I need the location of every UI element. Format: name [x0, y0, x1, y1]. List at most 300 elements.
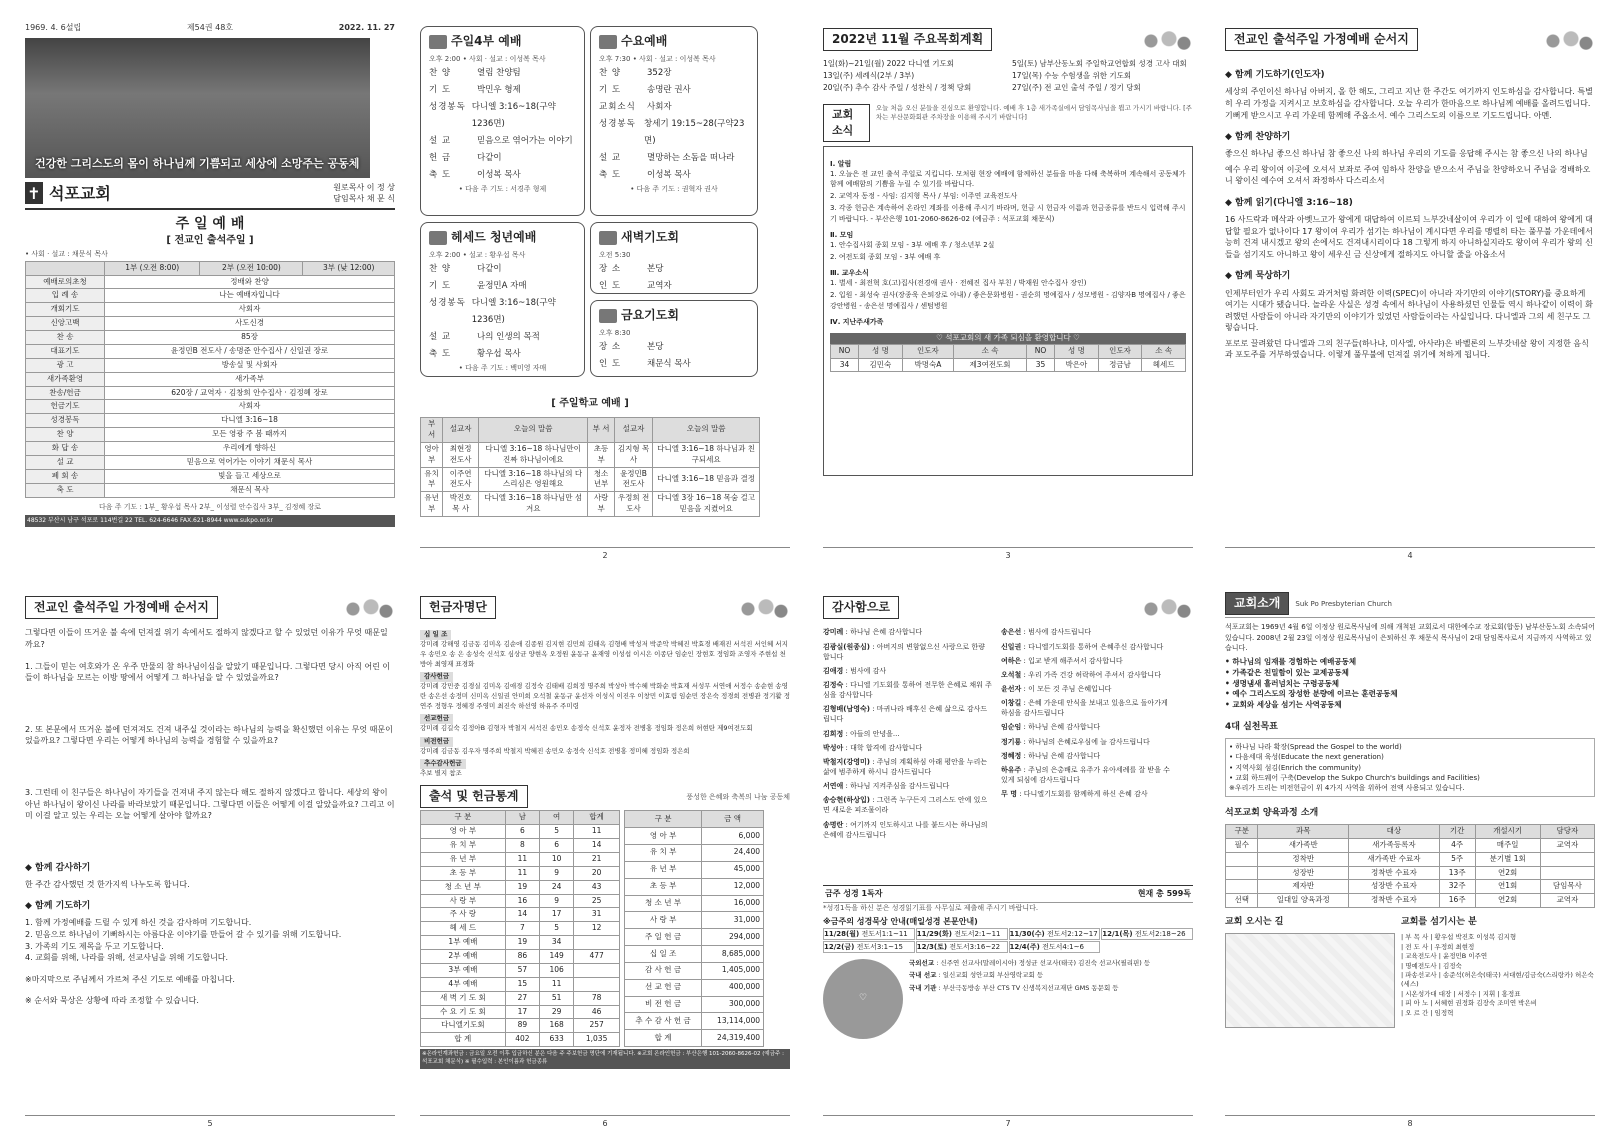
reading-passage: 전도서2:12~17 [1046, 929, 1098, 938]
offering-row [625, 912, 764, 929]
course-cell: 연1회 [1475, 880, 1540, 894]
offering-cell: 선 교 헌 금 [625, 979, 702, 996]
thanks-name: 하유주 [1001, 765, 1022, 774]
attendance-cell: 6 [539, 839, 573, 853]
worship-row [26, 428, 395, 442]
plan-item: 17일(목) 수능 수험생을 위한 기도회 [1012, 71, 1132, 81]
row-label: 설 교 [26, 455, 105, 469]
thanks-text: 그런즉 누구든지 그리스도 안에 있으면 새로운 피조물이라 [823, 796, 988, 815]
fourth-service-box [420, 26, 585, 216]
attendance-cell: 11 [539, 977, 573, 991]
praise-lyrics-1: 좋으신 하나님 좋으신 하나님 참 좋으신 나의 하나님 우리의 기도를 응답해 주시는 참 좋으신 나의 하나님 [1225, 149, 1588, 159]
thanks-name: 정기룡 [1001, 737, 1022, 746]
course-cell: 정착반 수료자 [1349, 894, 1440, 908]
service-title: 주 일 예 배 [175, 215, 245, 232]
thanks-text: 범사에 감사드립니다 [1028, 628, 1092, 637]
order-label: 설 교 [599, 152, 622, 163]
news-item: 2. 여전도회 종회 모임 - 3부 예배 후 [830, 253, 941, 262]
thanks-text: 주님의 계획하심 아래 평안을 누리는 삶에 범주하게 하시니 감사드립니다 [823, 757, 988, 776]
course-cell: 제자반 [1258, 880, 1349, 894]
course-cell: 새가족등록자 [1349, 838, 1440, 852]
row-label: 개회기도 [26, 303, 105, 317]
service-time: 오후 2:00 [429, 251, 461, 260]
service-time: 오후 2:00 [429, 55, 461, 64]
goal-item: • 하나님 나라 확장(Spread the Gospel to the world) [1229, 743, 1402, 752]
order-value: 멸망하는 소돔을 떠나라 [647, 152, 735, 163]
order-row [429, 329, 576, 346]
reading-date: 11/28(월) [824, 929, 860, 938]
mission-row: 국외선교 : 신주연 선교사(말레이시아) 정성균 선교사(태국) 김진숙 선교사(필리핀) 등 [909, 959, 1151, 967]
attendance-row [421, 991, 620, 1005]
church-value: • 가족같은 친밀함이 있는 교제공동체 [1225, 667, 1349, 677]
goals-title: 4대 실천목표 [1225, 722, 1278, 733]
church-name: 석포교회 [49, 183, 111, 203]
box-title-text: 헤세드 청년예배 [451, 230, 537, 244]
reading-item [916, 941, 1008, 953]
attendance-row [421, 825, 620, 839]
order-label: 기 도 [599, 84, 622, 95]
bulletin-page-6 [420, 590, 790, 1130]
order-label: 기 도 [429, 280, 452, 291]
thanks-text: 하나님 은혜 감사합니다 [1028, 751, 1101, 760]
attendance-cell: 6 [505, 825, 539, 839]
school-cell: 다니엘 3장 16~18 목숨 걸고 믿음을 지켰어요 [653, 492, 760, 517]
reading-date: 12/4(주) [1009, 942, 1040, 951]
course-header: 담당자 [1540, 824, 1594, 838]
box-title-text: 금요기도회 [621, 308, 679, 322]
school-cell: 유년부 [421, 492, 443, 517]
course-cell: 성장반 [1258, 866, 1349, 880]
order-label: 축 도 [599, 169, 622, 180]
new-family-cell: 헤세드 [1142, 358, 1186, 372]
attendance-cell: 24 [539, 880, 573, 894]
thanks-name: 김광실(원종심) [823, 642, 870, 651]
attendance-header: 남 [505, 811, 539, 825]
offering-cell: 유 년 부 [625, 861, 702, 878]
service-leader: • 사회 · 설교 : 이성복 목사 [632, 55, 716, 64]
course-title: 석포교회 양육과정 소개 [1225, 807, 1319, 818]
flower-decoration-icon [1133, 598, 1193, 620]
flower-decoration-icon [335, 598, 395, 620]
thanks-name: 송은선 [1001, 628, 1022, 637]
row-value: 채문식 목사 [105, 483, 395, 497]
row-value: 사회자 [105, 303, 395, 317]
box-title-text: 수요예배 [621, 34, 668, 48]
col-scripture-2: 오늘의 말씀 [653, 418, 760, 443]
attendance-row [421, 1033, 620, 1047]
order-label: 찬 양 [429, 67, 452, 78]
thanks-entry: 임순임 : 하나님 은혜 감사합니다 [1001, 723, 1101, 732]
box-title [599, 307, 749, 324]
box-title [599, 33, 749, 50]
worship-row [26, 400, 395, 414]
row-label: 대표기도 [26, 344, 105, 358]
sunday-school-table [420, 417, 760, 517]
offering-cell: 영 아 부 [625, 828, 702, 845]
order-label: 성경봉독 [429, 101, 466, 112]
thanks-name: 무 명 [1001, 790, 1017, 799]
offering-row [625, 1013, 764, 1030]
row-value: 우리에게 향하신 [105, 442, 395, 456]
worship-row [26, 372, 395, 386]
order-value: 열림 찬양팀 [477, 67, 521, 78]
attendance-cell: 주 사 랑 [421, 908, 506, 922]
attendance-header: 여 [539, 811, 573, 825]
attendance-cell: 16 [505, 894, 539, 908]
stats-subtitle: 풍성한 은혜와 축복의 나눔 공동체 [686, 792, 790, 801]
reading-passage: 전도서2:18~26 [1134, 929, 1186, 938]
reading-plan-title: ※금주의 성경묵상 안내(매일성경 본문안내) [823, 917, 978, 927]
attendance-cell: 7 [505, 922, 539, 936]
offering-header: 구 분 [625, 811, 702, 828]
course-row [1226, 838, 1595, 852]
praise-heading: ◆ 함께 찬양하기 [1225, 132, 1291, 143]
order-value: 사회자 [647, 101, 672, 112]
row-label: 찬 송 [26, 331, 105, 345]
closing-note: ※마지막으로 주님께서 가르쳐 주신 기도로 예배를 마칩니다. [25, 974, 235, 984]
bulletin-page-4 [1225, 22, 1595, 562]
course-cell: 교역자 [1540, 894, 1594, 908]
attendance-cell: 5 [539, 825, 573, 839]
new-family-header: NO [1026, 344, 1054, 358]
attendance-row [421, 963, 620, 977]
thanks-name: 이창길 [1001, 699, 1022, 708]
established-date: 1969. 4. 6설립 [25, 23, 82, 32]
reading-item [1009, 928, 1101, 940]
praying-hands-icon [429, 231, 447, 245]
thanks-text: 마귀나라 배후신 은혜 삶으로 감사드립니다 [823, 705, 988, 724]
attendance-cell: 89 [505, 1019, 539, 1033]
stats-title: 출석 및 헌금통계 [420, 785, 528, 808]
thanks-entry: 김희정 : 아들의 안녕을... [823, 729, 900, 738]
row-label: 광 고 [26, 358, 105, 372]
thanks-name: 서연애 [823, 782, 844, 791]
order-value: 본당 [647, 263, 664, 274]
mission-type: 국내 선교 [909, 971, 937, 980]
thanks-name: 정혜정 [1001, 751, 1022, 760]
news-item: 2. 입원 - 최성숙 권사(장종욱 은퇴장로 아내) / 좋은문화병원 - 권순희 명예집사 / 성모병원 - 김양자B 명예집사 / 좋은강안병원 - 송은선 명예집사 / 센텀병원 [830, 291, 1186, 310]
thanks-entry: 하유주 : 주님의 은총배로 유주가 유아세례를 잘 받을 수 있게 되심에 감사드립니다 [1001, 765, 1170, 784]
offering-row [625, 828, 764, 845]
school-cell: 다니엘 3:16~18 하나님과 친구되세요 [653, 442, 760, 467]
row-label: 새가족환영 [26, 372, 105, 386]
order-label: 축 도 [429, 169, 452, 180]
attendance-cell: 78 [574, 991, 620, 1005]
order-value: 교역자 [647, 280, 672, 291]
offering-category: 추수감사헌금 [420, 759, 466, 769]
order-value: 윤정민A 자매 [477, 280, 527, 291]
news-box [823, 146, 1193, 476]
flower-decoration-icon [1535, 30, 1595, 52]
order-row [599, 278, 749, 295]
attendance-row [421, 866, 620, 880]
new-family-cell: 김민숙 [859, 358, 903, 372]
new-family-cell: 35 [1026, 358, 1054, 372]
meditation-1: 인제부터인가 우리 사회도 과거처럼 화려한 이력(SPEC)이 아니라 자기만의 이야기(STORY)를 중요하게 여기는 시대가 됐습니다. 놀라운 사실은 성경 속에서 하나님이 사용하셨던 인물들 역시 하나같이 이력이 화려했던 사람들이 아니라 자기만의 이야기가 있었던 사람들이라는 사실입니다. 다니엘과 그의 세 친구도 그렇습니다. [1225, 288, 1593, 333]
page-number: 6 [420, 1115, 790, 1130]
cross-logo-icon: ✝ [25, 182, 43, 204]
offering-names: 강미례 강민중 김경실 김미옥 김애경 김정숙 김태배 김희정 명주희 박상아 박수혜 박화순 박효재 서성무 서연애 서정수 송순현 송영란 송은선 송정미 신미옥 신일권 안미희 오석철 윤동규 윤선자 이성식 이진우 이창민 이효림 임순민 장은숙 정경희 전병관 정기활 정연주 정형우 정혜경 주영미 최진숙 하선영 하유주 주미령 [420, 682, 790, 710]
box-title-text: 주일4부 예배 [451, 34, 522, 48]
order-value: 창세기 19:15~28(구약23면) [644, 118, 745, 146]
thanks-text: 입교 받게 해주셔서 감사합니다 [1028, 656, 1123, 665]
order-row [429, 133, 576, 150]
offering-names: 추보 별지 참조 [420, 769, 462, 778]
staff-item: | 오 르 간 | 임정혁 [1401, 1008, 1454, 1017]
attendance-row [421, 880, 620, 894]
new-family-header: 인도자 [902, 344, 953, 358]
attendance-cell: 14 [505, 908, 539, 922]
row-value: 다니엘 3:16~18 [105, 414, 395, 428]
staff-item: | 명예전도사 | 김정숙 [1401, 961, 1462, 970]
attendance-cell: 25 [574, 894, 620, 908]
attendance-cell: 57 [505, 963, 539, 977]
col-preacher: 설교자 [443, 418, 479, 443]
offering-row [625, 1030, 764, 1047]
course-header: 대상 [1349, 824, 1440, 838]
thanks-name: 임순임 [1001, 723, 1022, 732]
offering-cell: 추 수 감 사 헌 금 [625, 1013, 702, 1030]
offering-cell: 13,114,000 [702, 1013, 764, 1030]
order-value: 나의 인생의 목적 [477, 331, 540, 342]
thanks-text: 범사에 감사 [850, 666, 887, 675]
issue-number: 제54권 48호 [186, 23, 234, 32]
church-value: • 하나님의 임재를 경험하는 예배공동체 [1225, 656, 1357, 666]
offering-cell: 294,000 [702, 929, 764, 946]
row-label: 화 답 송 [26, 442, 105, 456]
attendance-cell: 초 등 부 [421, 866, 506, 880]
thanks-text: 하나님 은혜 감사합니다 [850, 628, 923, 637]
offering-cell: 400,000 [702, 979, 764, 996]
thanks-text: 대학 합격에 감사합니다 [850, 743, 923, 752]
offering-cell: 45,000 [702, 861, 764, 878]
attendance-header: 구 분 [421, 811, 506, 825]
course-cell: 담임목사 [1540, 880, 1594, 894]
offering-cell: 1,405,000 [702, 962, 764, 979]
attendance-cell: 21 [574, 852, 620, 866]
reading-date: 11/30(수) [1009, 929, 1045, 938]
attendance-cell: 51 [539, 991, 573, 1005]
thanks-text: 한 주간 감사했던 것 한가지씩 나누도록 합니다. [25, 879, 190, 889]
thanks-name: 여하은 [1001, 656, 1022, 665]
order-row [599, 150, 749, 167]
congregation-photo [25, 38, 370, 178]
bulletin-page-8 [1225, 590, 1595, 1130]
school-row [421, 492, 760, 517]
service-meta [429, 250, 576, 260]
row-value: 모든 영광 주 봄 때까지 [105, 428, 395, 442]
attendance-cell: 19 [505, 936, 539, 950]
offering-cell: 십 일 조 [625, 946, 702, 963]
order-label: 성경봉독 [429, 297, 466, 308]
order-row [429, 261, 576, 278]
thanks-name: 김정숙 [823, 680, 844, 689]
attendance-cell: 43 [574, 880, 620, 894]
order-row [429, 150, 576, 167]
order-value: 황우섭 목사 [477, 348, 521, 359]
order-row [599, 99, 749, 116]
thanks-name: 신일권 [1001, 642, 1022, 651]
box-title [599, 229, 749, 246]
col-scripture: 오늘의 말씀 [479, 418, 588, 443]
question-2: 2. 또 본문에서 뜨거운 불에 던져져도 건져 내주실 것이라는 하나님의 능력을 확신했던 이유는 무엇 때문이었을까요? 그렇다면 우리는 어떻게 하나님의 능력을 경험할 수 있을까요? [25, 724, 393, 746]
order-label: 성경봉독 [599, 118, 636, 129]
church-intro: 석포교회는 1969년 4월 6일 이정상 원로목사님에 의해 개척된 교회로서 대한예수교 장로회(합동) 남부산동노회 소속되어 있습니다. 2008년 2월 23일 이정상 원로목사님이 은퇴하신 후 채문식 목사님이 2대 담임목사로서 지금까지 사역하고 있습니다. [1225, 623, 1595, 652]
mission-row: 국내 선교 : 일신교회 성안교회 부산영락교회 등 [909, 971, 1044, 980]
school-cell: 다니엘 3:16~18 믿음과 결정 [653, 467, 760, 492]
attendance-row [421, 852, 620, 866]
page-number: 5 [25, 1115, 395, 1130]
order-label: 인 도 [599, 280, 622, 291]
attendance-cell: 다니엘기도회 [421, 1019, 506, 1033]
order-value: 다같이 [477, 152, 502, 163]
bible-reading-note: *성경1독을 하신 분은 성경읽기표를 사무실로 제출해 주시기 바랍니다. [823, 903, 1039, 912]
course-cell: 13주 [1439, 866, 1475, 880]
thanks-entry: 송승현(하상입) : 그런즉 누구든지 그리스도 안에 있으면 새로운 피조물이라 [823, 796, 988, 815]
row-value: 85장 [105, 331, 395, 345]
offering-cell: 31,000 [702, 912, 764, 929]
attendance-header: 합계 [574, 811, 620, 825]
page-number: 8 [1225, 1115, 1595, 1130]
attendance-cell [574, 977, 620, 991]
staff-item: | 피 아 노 | 서혜현 권정화 김장숙 조미연 박은비 [1401, 999, 1537, 1008]
attendance-cell: 149 [539, 950, 573, 964]
praise-lyrics-2: 예수 우리 왕이여 이곳에 오셔서 보좌로 주여 임하사 찬양을 받으소서 주님을 찬양하오니 주님을 경배하오니 왕이신 예수여 오셔서 좌정하사 다스리소서 [1225, 164, 1591, 186]
offering-header: 금 액 [702, 811, 764, 828]
attendance-cell: 106 [539, 963, 573, 977]
reading-item [823, 928, 915, 940]
course-cell: 5주 [1439, 852, 1475, 866]
new-family-header: 소 속 [954, 344, 1027, 358]
thanks-entry: 서연애 : 하나님 지켜주심을 감사드립니다 [823, 782, 950, 791]
goal-item: • 다음세대 육성(Educate the next generation) [1229, 753, 1384, 762]
row-value: 사도신경 [105, 317, 395, 331]
row-value: 정배와 찬양 [105, 275, 395, 289]
new-family-table [830, 344, 1186, 373]
mission-row: 국내 기관 : 부산극동방송 부산 CTS TV 신생복지선교재단 GMS 동문회 등 [909, 983, 1119, 992]
order-label: 설 교 [429, 331, 452, 342]
offering-cell: 24,319,400 [702, 1030, 764, 1047]
thanks-entry: 윤선자 : 이 모든 것 주님 은혜입니다 [1001, 684, 1112, 693]
mission-support-icon: ♡ [823, 959, 903, 1039]
order-row [429, 346, 576, 363]
attendance-cell: 영 아 부 [421, 825, 506, 839]
school-cell: 유치부 [421, 467, 443, 492]
new-family-header: 성 명 [859, 344, 903, 358]
worship-row [26, 455, 395, 469]
attendance-cell [574, 936, 620, 950]
page-number: 4 [1225, 547, 1595, 562]
order-value: 다니엘 3:16~18(구약1236면) [471, 101, 556, 129]
attendance-cell: 10 [539, 852, 573, 866]
attendance-cell: 402 [505, 1033, 539, 1047]
prayer-item: 2. 믿음으로 하나님이 기뻐하시는 아름다운 이야기를 만들어 갈 수 있기를 위해 기도합니다. [25, 930, 342, 940]
offering-row [625, 962, 764, 979]
friday-prayer-box [590, 300, 758, 377]
school-cell: 박진호 목 사 [443, 492, 479, 517]
school-cell: 이주연 전도사 [443, 467, 479, 492]
reading-passage: 전도서1:1~11 [861, 929, 908, 938]
course-cell: 교역자 [1540, 838, 1594, 852]
new-family-cell: 박은아 [1055, 358, 1099, 372]
school-cell: 윤정민B 전도사 [614, 467, 653, 492]
next-prayer: • 다음 주 기도 : 백미영 자매 [458, 363, 547, 372]
course-row [1226, 852, 1595, 866]
course-cell: 선택 [1226, 894, 1258, 908]
attendance-row [421, 1005, 620, 1019]
attendance-cell: 31 [574, 908, 620, 922]
course-cell: 분기별 1회 [1475, 852, 1540, 866]
directions-title: 교회 오시는 길 [1225, 917, 1284, 928]
row-value: 사회자 [105, 400, 395, 414]
course-header: 기간 [1439, 824, 1475, 838]
order-row [599, 167, 749, 184]
attendance-cell: 헤 세 드 [421, 922, 506, 936]
service-1: 1부 (오전 8:00) [105, 261, 200, 275]
thanks-text: 은혜 가운데 안식을 보내고 있음으로 돌아가게 하심을 감사드립니다 [1001, 699, 1168, 718]
order-value: 믿음으로 엮어가는 이야기 [477, 135, 573, 146]
row-label: 축 도 [26, 483, 105, 497]
church-value: • 교회와 세상을 섬기는 사역공동체 [1225, 700, 1342, 710]
mission-type: 국내 기관 [909, 983, 937, 992]
worship-order-table [25, 261, 395, 498]
thanks-entry: 김애경 : 범사에 감사 [823, 666, 887, 675]
order-label: 인 도 [599, 358, 622, 369]
attendance-cell: 11 [505, 866, 539, 880]
news-item: 1. 별세 - 최전혁 호(고)집사(전경애 권사 · 전혜진 집사 부친 / 박재원 안수집사 장인) [830, 279, 1087, 288]
attendance-cell: 수 요 기 도 회 [421, 1005, 506, 1019]
attendance-row [421, 894, 620, 908]
course-cell [1226, 866, 1258, 880]
course-cell: 32주 [1439, 880, 1475, 894]
school-cell: 다니엘 3:16~18 하나님만이 진짜 하나님이에요 [479, 442, 588, 467]
order-value: 다같이 [477, 263, 502, 274]
attendance-cell: 1부 예배 [421, 936, 506, 950]
school-cell: 초등부 [588, 442, 614, 467]
service-time: 오후 8:30 [599, 329, 631, 338]
attendance-row [421, 1019, 620, 1033]
attendance-table [420, 810, 620, 1047]
offering-category: 비전헌금 [420, 737, 453, 747]
offering-names: 강미례 김길숙 김정아B 김형자 박철지 서석진 송민오 송정숙 신석호 윤정자 전병홍 정임화 정은희 허현탄 제9여전도회 [420, 724, 753, 733]
attendance-cell: 1,035 [574, 1033, 620, 1047]
order-label: 장 소 [599, 263, 622, 274]
church-slogan: 건강한 그리스도의 몸이 하나님께 기쁨되고 세상에 소망주는 공동체 [35, 156, 360, 170]
bulletin-date: 2022. 11. 27 [338, 23, 395, 32]
prayer-item: 3. 가족의 기도 제목을 두고 기도합니다. [25, 941, 164, 951]
question-3: 3. 그런데 이 친구들은 하나님이 자기들을 건져내 주지 않는다 해도 절하지 않겠다고 합니다. 세상의 왕이 아닌 하나님이 왕이신 나라를 바라보았기 때문입니다. 그렇다면 이들은 어떻게 이걸 알았을까요? 그리고 이미 이걸 알고 있는 우리는 오늘 어떻게 살아야 할까요? [25, 787, 395, 821]
worship-row [26, 414, 395, 428]
mission-list: 부산극동방송 부산 CTS TV 신생복지선교재단 GMS 동문회 등 [942, 983, 1119, 992]
attendance-cell: 15 [505, 977, 539, 991]
course-row [1226, 880, 1595, 894]
prayer-item: 1. 함께 가정예배를 드릴 수 있게 하신 것을 감사하며 기도합니다. [25, 918, 252, 928]
worship-row [26, 289, 395, 303]
reading-date: 11/29(화) [916, 929, 952, 938]
order-row [599, 356, 749, 373]
service-meta [599, 328, 749, 338]
thanks-name: 박성아 [823, 743, 844, 752]
flower-decoration-icon [730, 598, 790, 620]
new-family-header: 소 속 [1142, 344, 1186, 358]
school-cell: 영아부 [421, 442, 443, 467]
home-worship-title: 전교인 출석주일 가정예배 순서지 [1225, 28, 1418, 51]
church-value: • 생명냄새 흘러넘치는 구령공동체 [1225, 678, 1340, 688]
school-cell: 사랑부 [588, 492, 614, 517]
flower-decoration-icon [1133, 30, 1193, 52]
school-cell: 최현정 전도사 [443, 442, 479, 467]
attendance-cell: 34 [539, 936, 573, 950]
